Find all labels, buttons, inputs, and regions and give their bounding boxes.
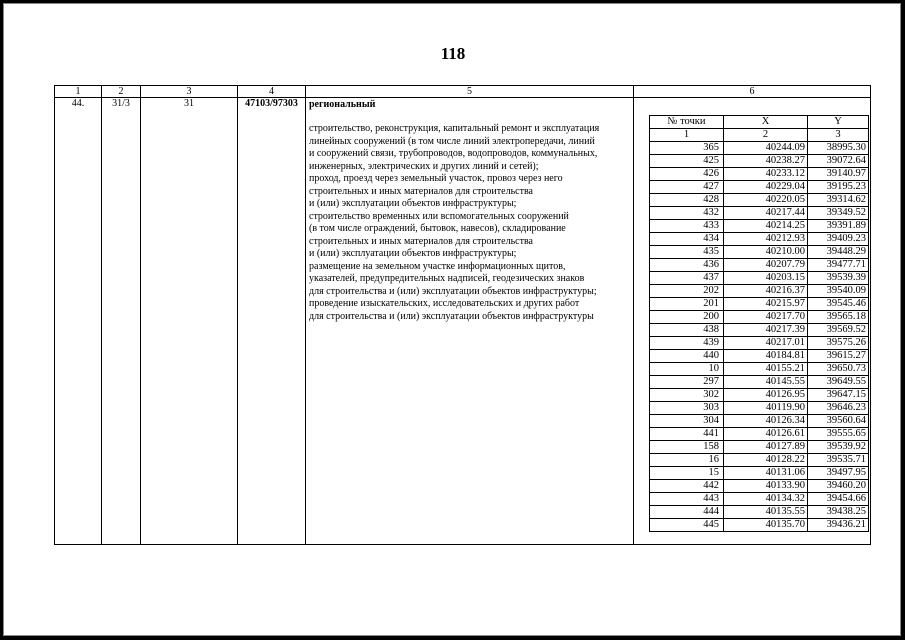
coordinate-row [650, 493, 869, 506]
point-number: 426 [650, 168, 724, 181]
usage-category: региональный [309, 99, 376, 110]
point-number: 440 [650, 350, 724, 363]
x-coordinate: 40233.12 [724, 168, 808, 181]
x-coordinate: 40155.21 [724, 363, 808, 376]
x-coordinate: 40127.89 [724, 441, 808, 454]
x-coordinate: 40126.95 [724, 389, 808, 402]
x-coordinate: 40184.81 [724, 350, 808, 363]
point-number: 432 [650, 207, 724, 220]
coordinate-row [650, 194, 869, 207]
y-coordinate: 39072.64 [808, 155, 869, 168]
y-coordinate: 39448.29 [808, 246, 869, 259]
y-coordinate: 39460.20 [808, 480, 869, 493]
x-coordinate: 40128.22 [724, 454, 808, 467]
usage-description: строительство, реконструкция, капитальный ремонт и эксплуатация линейных сооружений (в том числе линий электропередачи, линий и сооружений связи, трубопроводов, водопроводов, коммунальных, инженерных, электрических и других линий и сетей); проход, проезд через земельный участок, провоз через него строительных и иных материалов для строительства и (или) эксплуатации объектов инфраструктуры; строительство временных или вспомогательных сооружений (в том числе ограждений, бытовок, навесов), складирование строительных и иных материалов для строительства и (или) эксплуатации объектов инфраструктуры; размещение на земельном участке информационных щитов, указателей, предупредительных надписей, геодезических знаков для строительства и (или) эксплуатации объектов инфраструктуры; проведение изыскательских, исследовательских и других работ для строительства и (или) эксплуатации объектов инфраструктуры [309, 123, 600, 322]
x-coordinate: 40229.04 [724, 181, 808, 194]
x-coordinate: 40207.79 [724, 259, 808, 272]
x-coordinate: 40210.00 [724, 246, 808, 259]
point-number: 441 [650, 428, 724, 441]
y-coordinate: 39650.73 [808, 363, 869, 376]
x-header: X [724, 116, 808, 129]
coordinate-row [650, 207, 869, 220]
x-coordinate: 40244.09 [724, 142, 808, 155]
point-number: 438 [650, 324, 724, 337]
y-coordinate: 39540.09 [808, 285, 869, 298]
coordinate-row [650, 415, 869, 428]
subheader-2: 2 [724, 129, 808, 142]
point-number: 10 [650, 363, 724, 376]
point-number: 428 [650, 194, 724, 207]
y-coordinate: 38995.30 [808, 142, 869, 155]
x-coordinate: 40217.44 [724, 207, 808, 220]
y-coordinate: 39438.25 [808, 506, 869, 519]
x-coordinate: 40217.70 [724, 311, 808, 324]
column-number-row [55, 86, 871, 98]
x-coordinate: 40134.32 [724, 493, 808, 506]
y-coordinate: 39140.97 [808, 168, 869, 181]
y-coordinate: 39615.27 [808, 350, 869, 363]
point-number: 15 [650, 467, 724, 480]
point-number: 302 [650, 389, 724, 402]
column-header-2: 2 [102, 86, 141, 98]
x-coordinate: 40215.97 [724, 298, 808, 311]
table-row [55, 98, 871, 545]
y-coordinate: 39575.26 [808, 337, 869, 350]
x-coordinate: 40217.01 [724, 337, 808, 350]
point-number: 437 [650, 272, 724, 285]
y-coordinate: 39539.39 [808, 272, 869, 285]
x-coordinate: 40220.05 [724, 194, 808, 207]
page-number: 118 [440, 44, 466, 63]
coordinates-subheader-row [650, 129, 869, 142]
coordinate-row [650, 350, 869, 363]
point-number: 297 [650, 376, 724, 389]
coordinate-row [650, 142, 869, 155]
point-number: 436 [650, 259, 724, 272]
point-number: 365 [650, 142, 724, 155]
coordinate-row [650, 337, 869, 350]
column-header-4: 4 [238, 86, 306, 98]
coordinate-row [650, 324, 869, 337]
main-table [54, 85, 871, 545]
point-number: 444 [650, 506, 724, 519]
x-coordinate: 40217.39 [724, 324, 808, 337]
point-number: 427 [650, 181, 724, 194]
x-coordinate: 40126.34 [724, 415, 808, 428]
point-number: 425 [650, 155, 724, 168]
y-coordinate: 39314.62 [808, 194, 869, 207]
coordinate-row [650, 506, 869, 519]
y-coordinate: 39477.71 [808, 259, 869, 272]
coordinate-row [650, 363, 869, 376]
point-number: 16 [650, 454, 724, 467]
x-coordinate: 40214.25 [724, 220, 808, 233]
coordinate-row [650, 298, 869, 311]
coordinate-row [650, 181, 869, 194]
y-coordinate: 39497.95 [808, 467, 869, 480]
point-number: 445 [650, 519, 724, 532]
point-number: 202 [650, 285, 724, 298]
y-coordinate: 39560.64 [808, 415, 869, 428]
point-number: 435 [650, 246, 724, 259]
y-coordinate: 39349.52 [808, 207, 869, 220]
x-coordinate: 40135.70 [724, 519, 808, 532]
coordinate-row [650, 220, 869, 233]
y-coordinate: 39569.52 [808, 324, 869, 337]
cell-col3: 31 [141, 98, 238, 545]
cell-col4: 47103/97303 [238, 98, 306, 545]
x-coordinate: 40238.27 [724, 155, 808, 168]
x-coordinate: 40133.90 [724, 480, 808, 493]
point-number: 200 [650, 311, 724, 324]
point-number: 304 [650, 415, 724, 428]
coordinate-row [650, 168, 869, 181]
coordinate-row [650, 519, 869, 532]
point-number: 303 [650, 402, 724, 415]
coordinate-row [650, 402, 869, 415]
coordinate-row [650, 233, 869, 246]
cell-col5 [306, 98, 634, 545]
coordinate-row [650, 389, 869, 402]
y-coordinate: 39535.71 [808, 454, 869, 467]
y-coordinate: 39649.55 [808, 376, 869, 389]
column-header-6: 6 [634, 86, 871, 98]
coordinate-row [650, 467, 869, 480]
coordinate-row [650, 454, 869, 467]
y-header: Y [808, 116, 869, 129]
coordinate-row [650, 246, 869, 259]
row-number: 44. [55, 98, 102, 545]
y-coordinate: 39539.92 [808, 441, 869, 454]
x-coordinate: 40216.37 [724, 285, 808, 298]
y-coordinate: 39195.23 [808, 181, 869, 194]
coordinate-row [650, 285, 869, 298]
column-header-5: 5 [306, 86, 634, 98]
coordinate-row [650, 428, 869, 441]
point-number: 201 [650, 298, 724, 311]
y-coordinate: 39454.66 [808, 493, 869, 506]
coordinates-table [649, 115, 869, 532]
y-coordinate: 39646.23 [808, 402, 869, 415]
subheader-1: 1 [650, 129, 724, 142]
coordinate-row [650, 311, 869, 324]
y-coordinate: 39545.46 [808, 298, 869, 311]
column-header-3: 3 [141, 86, 238, 98]
x-coordinate: 40203.15 [724, 272, 808, 285]
y-coordinate: 39647.15 [808, 389, 869, 402]
cell-col2: 31/3 [102, 98, 141, 545]
column-header-1: 1 [55, 86, 102, 98]
x-coordinate: 40126.61 [724, 428, 808, 441]
point-number-header: № точки [650, 116, 724, 129]
point-number: 443 [650, 493, 724, 506]
coordinate-row [650, 480, 869, 493]
coordinate-row [650, 259, 869, 272]
coordinate-row [650, 272, 869, 285]
coordinate-row [650, 155, 869, 168]
y-coordinate: 39409.23 [808, 233, 869, 246]
coordinate-row [650, 376, 869, 389]
x-coordinate: 40212.93 [724, 233, 808, 246]
y-coordinate: 39555.65 [808, 428, 869, 441]
x-coordinate: 40131.06 [724, 467, 808, 480]
cell-col6 [634, 98, 871, 545]
coordinates-header-row [650, 116, 869, 129]
y-coordinate: 39391.89 [808, 220, 869, 233]
y-coordinate: 39565.18 [808, 311, 869, 324]
point-number: 439 [650, 337, 724, 350]
document-page [3, 3, 901, 636]
point-number: 434 [650, 233, 724, 246]
x-coordinate: 40119.90 [724, 402, 808, 415]
x-coordinate: 40135.55 [724, 506, 808, 519]
x-coordinate: 40145.55 [724, 376, 808, 389]
point-number: 433 [650, 220, 724, 233]
point-number: 442 [650, 480, 724, 493]
subheader-3: 3 [808, 129, 869, 142]
coordinate-row [650, 441, 869, 454]
y-coordinate: 39436.21 [808, 519, 869, 532]
point-number: 158 [650, 441, 724, 454]
